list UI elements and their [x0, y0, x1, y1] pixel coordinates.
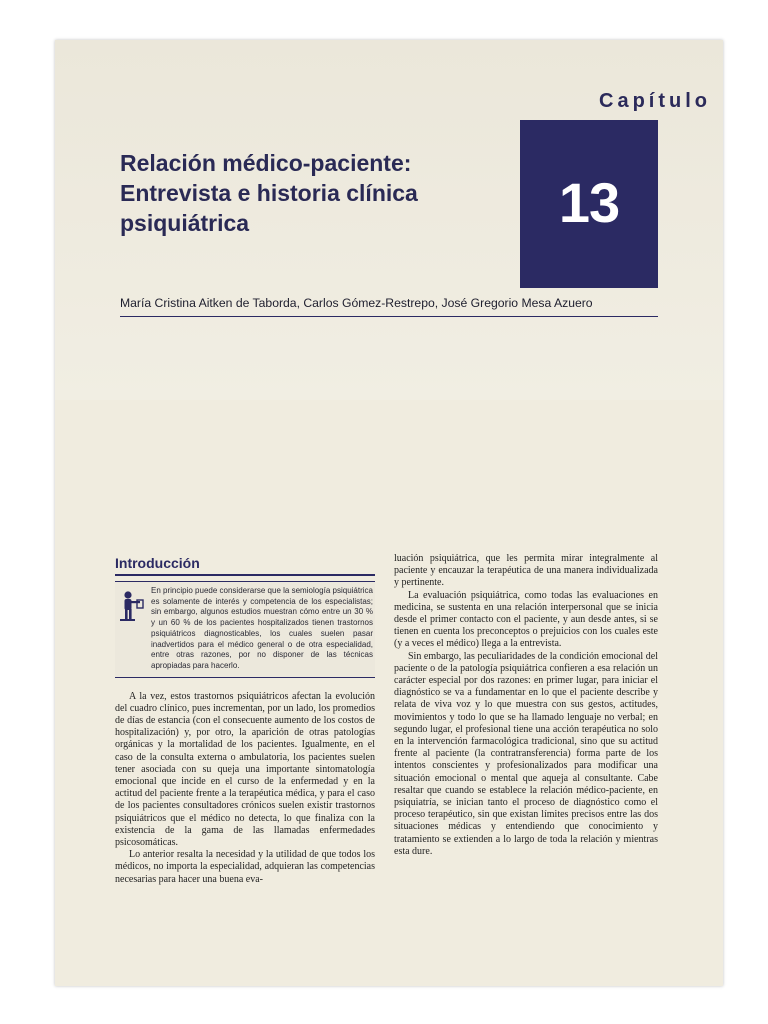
callout-text: En principio puede considerarse que la semiología psiquiátrica es solamente de interés y competencia de los especialistas; sin embargo, algunos estudios muestran cómo entre un 30 % y un 60 % de los pacientes hospitalizados tienen trastornos psiquiátricos diagnosticables, los cuales suelen pasar inadvertidos para el médico general o de otra especialidad, entre otras razones, por no disponer de las técnicas apropiadas para hacerlo.	[151, 586, 373, 670]
book-page	[55, 40, 723, 986]
paragraph: A la vez, estos trastornos psiquiátricos afectan la evolución del cuadro clínico, pues incrementan, por un lado, los promedios de días de estancia (con el consecuente aumento de los costos de hospitalización) y, por otro, la aparición de otras patologías orgánicas y la mortalidad de los pacientes. Igualmente, en el caso de la consulta externa o ambulatoria, los pacientes suelen tener asociada con su queja una importante sintomatología emocional que incide en el curso de la enfermedad y en la actitud del paciente frente a la terapéutica médica, y para el caso de los pacientes consultadores crónicos suelen existir trastornos psiquiátricos que el médico no detecta, lo que finaliza con la existencia de la gama de las llamadas enfermedades psicosomáticas.	[115, 690, 375, 849]
right-column	[394, 553, 658, 858]
reading-person-icon	[117, 590, 145, 622]
paragraph-continuation: luación psiquiátrica, que les permita mirar integralmente al paciente y encauzar la terapéutica de una manera individualizada y pertinente.	[394, 553, 658, 589]
chapter-title-line-2: Entrevista e historia clínica	[120, 180, 418, 206]
paragraph: Sin embargo, las peculiaridades de la condición emocional del paciente o de la patología psiquiátrica confieren a esa relación un carácter especial por dos razones: en primer lugar, para iniciar el diagnóstico se va a fundamentar en lo que el paciente describe y relata de viva voz y lo que muestra con sus gestos, actitudes, movimientos y todo lo que se ha llamado lenguaje no verbal; en segundo lugar, el profesional tiene una acción terapéutica no solo en la intervención farmacológica tradicional, sino que su actitud frente al paciente (la contratransferencia) forma parte de los intentos conscientes y profesionalizados para modificar una situación emocional o mental que aqueja al consultante. Cabe resaltar que cuando se establece la relación médico-paciente, en psiquiatría, se inician tanto el proceso de diagnóstico como el proceso terapéutico, sin que existan límites precisos entre las dos situaciones médicas y entendiendo que conocimiento y tratamiento se extienden a lo largo de toda la relación y mientras esta dure.	[394, 650, 658, 857]
authors-divider	[120, 316, 658, 317]
paragraph: Lo anterior resalta la necesidad y la utilidad de que todos los médicos, no importa la especialidad, adquieran las competencias necesarias para hacer una buena eva-	[115, 849, 375, 885]
section-heading: Introducción	[115, 555, 375, 576]
authors: María Cristina Aitken de Taborda, Carlos Gómez-Restrepo, José Gregorio Mesa Azuero	[120, 296, 593, 310]
chapter-title-line-3: psiquiátrica	[120, 210, 250, 236]
chapter-label: Capítulo	[599, 90, 711, 112]
left-column	[115, 555, 375, 886]
chapter-number: 13	[558, 171, 620, 234]
chapter-number-box	[520, 120, 658, 288]
chapter-title-line-1: Relación médico-paciente:	[120, 150, 412, 176]
paragraph: La evaluación psiquiátrica, como todas las evaluaciones en medicina, se sustenta en una relación interpersonal que se inicia desde el primer contacto con el paciente, y aun desde antes, si se tienen en cuenta los preconceptos o prejuicios con los cuales este (y a veces el médico) llega a la entrevista.	[394, 589, 658, 650]
chapter-title	[120, 148, 510, 238]
callout-box	[115, 581, 375, 678]
